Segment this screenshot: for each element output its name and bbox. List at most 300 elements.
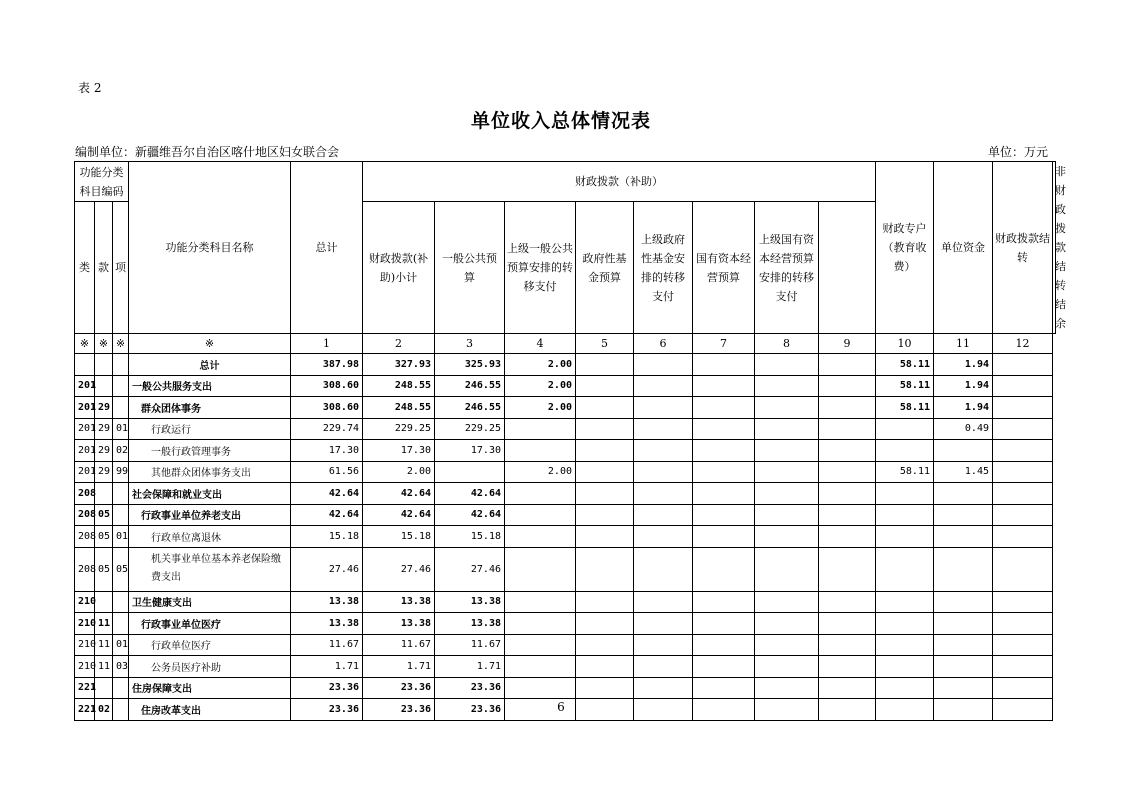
- value-cell: [755, 504, 819, 526]
- value-cell: 15.18: [435, 526, 505, 548]
- value-cell: [755, 656, 819, 678]
- value-cell: [876, 526, 934, 548]
- value-cell: [693, 591, 755, 613]
- index-cell: 6: [634, 334, 693, 354]
- value-cell: 61.56: [291, 461, 363, 483]
- value-cell: [634, 504, 693, 526]
- value-cell: [576, 483, 634, 505]
- value-cell: [505, 634, 576, 656]
- value-cell: [576, 375, 634, 397]
- value-cell: [993, 677, 1053, 699]
- value-cell: 325.93: [435, 354, 505, 376]
- value-cell: [993, 656, 1053, 678]
- table-row: [75, 440, 1056, 462]
- value-cell: 13.38: [435, 591, 505, 613]
- header-upper-capital-transfer: 上级国有资本经营预算安排的转移支付: [755, 202, 819, 334]
- value-cell: [693, 656, 755, 678]
- value-cell: 42.64: [291, 504, 363, 526]
- index-row: [75, 334, 1056, 354]
- category-name: 住房保障支出: [129, 677, 291, 699]
- table-row: [75, 613, 1056, 635]
- value-cell: [819, 677, 876, 699]
- index-cell: 3: [435, 334, 505, 354]
- value-cell: 0.49: [934, 418, 993, 440]
- table-row: [75, 375, 1056, 397]
- table-row: [75, 397, 1056, 419]
- index-cell: 9: [819, 334, 876, 354]
- code-lei: 210: [75, 613, 95, 635]
- value-cell: 1.45: [934, 461, 993, 483]
- value-cell: [876, 677, 934, 699]
- index-cell: ※: [113, 334, 129, 354]
- header-code-group: 功能分类科目编码: [75, 162, 129, 202]
- value-cell: [693, 354, 755, 376]
- value-cell: [993, 504, 1053, 526]
- value-cell: [755, 677, 819, 699]
- category-name: 总计: [129, 354, 291, 376]
- value-cell: [693, 504, 755, 526]
- code-xiang: 01: [113, 418, 129, 440]
- page-number: 6: [557, 700, 565, 714]
- value-cell: 15.18: [363, 526, 435, 548]
- code-xiang: [113, 504, 129, 526]
- value-cell: [505, 547, 576, 591]
- header-xiang: 项: [113, 202, 129, 334]
- value-cell: 58.11: [876, 397, 934, 419]
- value-cell: [819, 504, 876, 526]
- code-kuan: [95, 354, 113, 376]
- category-name: 行政单位医疗: [129, 634, 291, 656]
- value-cell: 42.64: [363, 483, 435, 505]
- value-cell: 308.60: [291, 397, 363, 419]
- value-cell: [505, 613, 576, 635]
- value-cell: [755, 354, 819, 376]
- code-kuan: 29: [95, 440, 113, 462]
- value-cell: [819, 418, 876, 440]
- value-cell: [993, 547, 1053, 591]
- value-cell: [934, 526, 993, 548]
- value-cell: [693, 397, 755, 419]
- index-cell: ※: [75, 334, 95, 354]
- value-cell: [755, 591, 819, 613]
- value-cell: 1.71: [363, 656, 435, 678]
- income-table: [74, 161, 1066, 721]
- code-lei: 208: [75, 483, 95, 505]
- index-cell: 11: [934, 334, 993, 354]
- value-cell: [576, 461, 634, 483]
- code-lei: 221: [75, 677, 95, 699]
- value-cell: 11.67: [291, 634, 363, 656]
- code-lei: 210: [75, 656, 95, 678]
- value-cell: 13.38: [363, 613, 435, 635]
- value-cell: [576, 397, 634, 419]
- value-cell: [993, 634, 1053, 656]
- category-name: 行政事业单位养老支出: [129, 504, 291, 526]
- value-cell: [755, 461, 819, 483]
- page-title: 单位收入总体情况表: [470, 110, 651, 132]
- value-cell: 42.64: [435, 483, 505, 505]
- value-cell: 308.60: [291, 375, 363, 397]
- table-row: [75, 677, 1056, 699]
- code-lei: 201: [75, 375, 95, 397]
- header-upper-general-transfer: 上级一般公共预算安排的转移支付: [505, 202, 576, 334]
- value-cell: [576, 591, 634, 613]
- code-lei: 208: [75, 526, 95, 548]
- value-cell: [934, 677, 993, 699]
- header-unit-funds: 单位资金: [934, 162, 993, 334]
- value-cell: [819, 634, 876, 656]
- code-lei: 210: [75, 634, 95, 656]
- value-cell: [819, 397, 876, 419]
- code-lei: 208: [75, 547, 95, 591]
- code-kuan: [95, 591, 113, 613]
- value-cell: [819, 591, 876, 613]
- value-cell: [634, 375, 693, 397]
- organization-label: 编制单位：新疆维吾尔自治区喀什地区妇女联合会: [75, 145, 340, 159]
- code-xiang: 02: [113, 440, 129, 462]
- value-cell: [634, 656, 693, 678]
- value-cell: 2.00: [363, 461, 435, 483]
- value-cell: 11.67: [435, 634, 505, 656]
- value-cell: [576, 418, 634, 440]
- value-cell: [576, 504, 634, 526]
- value-cell: 23.36: [291, 699, 363, 721]
- code-xiang: 01: [113, 526, 129, 548]
- value-cell: 387.98: [291, 354, 363, 376]
- value-cell: 27.46: [291, 547, 363, 591]
- value-cell: [755, 418, 819, 440]
- value-cell: [819, 547, 876, 591]
- value-cell: 1.94: [934, 354, 993, 376]
- value-cell: [693, 418, 755, 440]
- value-cell: [634, 526, 693, 548]
- header-fiscal-group: 财政拨款（补助）: [363, 162, 876, 202]
- value-cell: [693, 634, 755, 656]
- table-row: [75, 591, 1056, 613]
- code-kuan: 05: [95, 547, 113, 591]
- value-cell: [576, 547, 634, 591]
- value-cell: 23.36: [363, 677, 435, 699]
- header-state-capital: 国有资本经营预算: [693, 202, 755, 334]
- category-name: 一般行政管理事务: [129, 440, 291, 462]
- table-row: [75, 483, 1056, 505]
- code-xiang: [113, 375, 129, 397]
- value-cell: [934, 591, 993, 613]
- value-cell: 229.25: [435, 418, 505, 440]
- value-cell: 11.67: [363, 634, 435, 656]
- value-cell: 23.36: [435, 677, 505, 699]
- value-cell: [693, 461, 755, 483]
- code-xiang: [113, 354, 129, 376]
- value-cell: 327.93: [363, 354, 435, 376]
- table-row: [75, 547, 1056, 591]
- code-xiang: 99: [113, 461, 129, 483]
- header-fiscal-subtotal: 财政拨款(补助)小计: [363, 202, 435, 334]
- value-cell: 1.94: [934, 397, 993, 419]
- table-row: [75, 656, 1056, 678]
- value-cell: [505, 677, 576, 699]
- code-lei: 210: [75, 591, 95, 613]
- value-cell: 229.74: [291, 418, 363, 440]
- value-cell: 23.36: [363, 699, 435, 721]
- value-cell: 17.30: [291, 440, 363, 462]
- value-cell: [876, 504, 934, 526]
- code-lei: 201: [75, 461, 95, 483]
- value-cell: [993, 397, 1053, 419]
- category-name: 一般公共服务支出: [129, 375, 291, 397]
- value-cell: [634, 461, 693, 483]
- header-lei: 类: [75, 202, 95, 334]
- value-cell: [993, 461, 1053, 483]
- code-xiang: [113, 613, 129, 635]
- value-cell: 42.64: [291, 483, 363, 505]
- table-row: [75, 418, 1056, 440]
- code-xiang: 03: [113, 656, 129, 678]
- value-cell: 246.55: [435, 375, 505, 397]
- header-general-budget: 一般公共预算: [435, 202, 505, 334]
- value-cell: [505, 418, 576, 440]
- value-cell: [634, 634, 693, 656]
- value-cell: [876, 483, 934, 505]
- index-cell: 10: [876, 334, 934, 354]
- header-name: 功能分类科目名称: [129, 162, 291, 334]
- code-kuan: 29: [95, 418, 113, 440]
- index-cell: 8: [755, 334, 819, 354]
- value-cell: 248.55: [363, 375, 435, 397]
- code-kuan: 29: [95, 397, 113, 419]
- value-cell: [993, 375, 1053, 397]
- value-cell: [755, 547, 819, 591]
- value-cell: [634, 354, 693, 376]
- value-cell: [634, 677, 693, 699]
- value-cell: [576, 613, 634, 635]
- table-row: [75, 634, 1056, 656]
- value-cell: [755, 526, 819, 548]
- value-cell: 17.30: [435, 440, 505, 462]
- value-cell: 58.11: [876, 461, 934, 483]
- code-kuan: 05: [95, 526, 113, 548]
- value-cell: [576, 677, 634, 699]
- code-xiang: [113, 483, 129, 505]
- value-cell: [634, 547, 693, 591]
- code-xiang: [113, 677, 129, 699]
- value-cell: [876, 634, 934, 656]
- value-cell: 1.94: [934, 375, 993, 397]
- category-name: 卫生健康支出: [129, 591, 291, 613]
- value-cell: [876, 613, 934, 635]
- index-cell: 1: [291, 334, 363, 354]
- value-cell: [993, 526, 1053, 548]
- value-cell: 246.55: [435, 397, 505, 419]
- index-cell: 5: [576, 334, 634, 354]
- code-kuan: [95, 677, 113, 699]
- value-cell: [876, 440, 934, 462]
- value-cell: [934, 440, 993, 462]
- value-cell: [755, 375, 819, 397]
- value-cell: [819, 656, 876, 678]
- category-name: 行政运行: [129, 418, 291, 440]
- value-cell: [693, 677, 755, 699]
- value-cell: 42.64: [363, 504, 435, 526]
- header-nonfiscal-carryover: 非财政拨款结转结余: [1053, 162, 1056, 334]
- value-cell: 1.71: [435, 656, 505, 678]
- code-lei: 201: [75, 440, 95, 462]
- value-cell: [505, 483, 576, 505]
- table-row: [75, 526, 1056, 548]
- index-cell: 4: [505, 334, 576, 354]
- value-cell: [876, 656, 934, 678]
- category-name: 行政事业单位医疗: [129, 613, 291, 635]
- header-upper-fund-transfer: 上级政府性基金安排的转移支付: [634, 202, 693, 334]
- header-total: 总计: [291, 162, 363, 334]
- value-cell: [693, 440, 755, 462]
- value-cell: [819, 354, 876, 376]
- value-cell: 2.00: [505, 461, 576, 483]
- code-kuan: 11: [95, 634, 113, 656]
- unit-label: 单位：万元: [988, 145, 1049, 159]
- value-cell: [634, 591, 693, 613]
- value-cell: [993, 418, 1053, 440]
- value-cell: [634, 418, 693, 440]
- value-cell: 17.30: [363, 440, 435, 462]
- index-cell: ※: [129, 334, 291, 354]
- category-name: 群众团体事务: [129, 397, 291, 419]
- category-name: 其他群众团体事务支出: [129, 461, 291, 483]
- value-cell: [934, 504, 993, 526]
- value-cell: [993, 440, 1053, 462]
- value-cell: 58.11: [876, 354, 934, 376]
- value-cell: [934, 613, 993, 635]
- index-cell: ※: [95, 334, 113, 354]
- index-cell: 12: [993, 334, 1053, 354]
- value-cell: [755, 613, 819, 635]
- category-name: 公务员医疗补助: [129, 656, 291, 678]
- value-cell: [993, 591, 1053, 613]
- value-cell: 27.46: [363, 547, 435, 591]
- code-kuan: [95, 375, 113, 397]
- value-cell: [693, 375, 755, 397]
- value-cell: [819, 613, 876, 635]
- value-cell: [576, 440, 634, 462]
- value-cell: [576, 634, 634, 656]
- code-xiang: [113, 397, 129, 419]
- value-cell: 23.36: [291, 677, 363, 699]
- index-cell: 2: [363, 334, 435, 354]
- value-cell: 2.00: [505, 397, 576, 419]
- value-cell: [819, 440, 876, 462]
- value-cell: [934, 483, 993, 505]
- value-cell: 248.55: [363, 397, 435, 419]
- value-cell: 27.46: [435, 547, 505, 591]
- category-name: 社会保障和就业支出: [129, 483, 291, 505]
- category-name: 住房改革支出: [129, 699, 291, 721]
- value-cell: [993, 354, 1053, 376]
- value-cell: [435, 461, 505, 483]
- value-cell: [693, 526, 755, 548]
- code-kuan: 05: [95, 504, 113, 526]
- value-cell: [755, 397, 819, 419]
- value-cell: [819, 483, 876, 505]
- value-cell: [819, 526, 876, 548]
- code-xiang: 05: [113, 547, 129, 591]
- value-cell: [576, 656, 634, 678]
- value-cell: [819, 375, 876, 397]
- table-body: [75, 354, 1056, 721]
- value-cell: [634, 613, 693, 635]
- value-cell: 229.25: [363, 418, 435, 440]
- value-cell: 1.71: [291, 656, 363, 678]
- value-cell: [634, 440, 693, 462]
- value-cell: 2.00: [505, 354, 576, 376]
- table-row: [75, 461, 1056, 483]
- value-cell: 13.38: [363, 591, 435, 613]
- value-cell: [755, 634, 819, 656]
- value-cell: [634, 397, 693, 419]
- code-lei: 221: [75, 699, 95, 721]
- header-gov-fund: 政府性基金预算: [576, 202, 634, 334]
- header-fiscal-carryover: 财政拨款结转: [993, 162, 1053, 334]
- value-cell: [876, 418, 934, 440]
- value-cell: 42.64: [435, 504, 505, 526]
- header-special-edu: 财政专户（教育收费）: [876, 162, 934, 334]
- value-cell: [934, 634, 993, 656]
- value-cell: 23.36: [435, 699, 505, 721]
- value-cell: [876, 591, 934, 613]
- value-cell: [576, 526, 634, 548]
- code-kuan: 11: [95, 613, 113, 635]
- value-cell: [576, 354, 634, 376]
- value-cell: [934, 656, 993, 678]
- category-name: 行政单位离退休: [129, 526, 291, 548]
- value-cell: [693, 613, 755, 635]
- value-cell: 13.38: [291, 613, 363, 635]
- code-lei: 201: [75, 397, 95, 419]
- code-kuan: 02: [95, 699, 113, 721]
- value-cell: 2.00: [505, 375, 576, 397]
- value-cell: [934, 547, 993, 591]
- code-lei: [75, 354, 95, 376]
- table-number: 表 2: [78, 81, 102, 95]
- value-cell: [505, 504, 576, 526]
- value-cell: [505, 440, 576, 462]
- value-cell: [993, 483, 1053, 505]
- code-lei: 208: [75, 504, 95, 526]
- table-row: [75, 504, 1056, 526]
- code-kuan: 29: [95, 461, 113, 483]
- code-kuan: [95, 483, 113, 505]
- code-xiang: 01: [113, 634, 129, 656]
- value-cell: [876, 547, 934, 591]
- value-cell: [505, 591, 576, 613]
- code-kuan: 11: [95, 656, 113, 678]
- value-cell: 58.11: [876, 375, 934, 397]
- value-cell: 15.18: [291, 526, 363, 548]
- header-kuan: 款: [95, 202, 113, 334]
- value-cell: [693, 547, 755, 591]
- value-cell: [634, 483, 693, 505]
- value-cell: [693, 483, 755, 505]
- value-cell: 13.38: [291, 591, 363, 613]
- value-cell: 13.38: [435, 613, 505, 635]
- value-cell: [819, 461, 876, 483]
- table-row: [75, 354, 1056, 376]
- code-lei: 201: [75, 418, 95, 440]
- value-cell: [755, 483, 819, 505]
- value-cell: [755, 440, 819, 462]
- value-cell: [505, 526, 576, 548]
- value-cell: [993, 613, 1053, 635]
- category-name: 机关事业单位基本养老保险缴费支出: [129, 547, 291, 591]
